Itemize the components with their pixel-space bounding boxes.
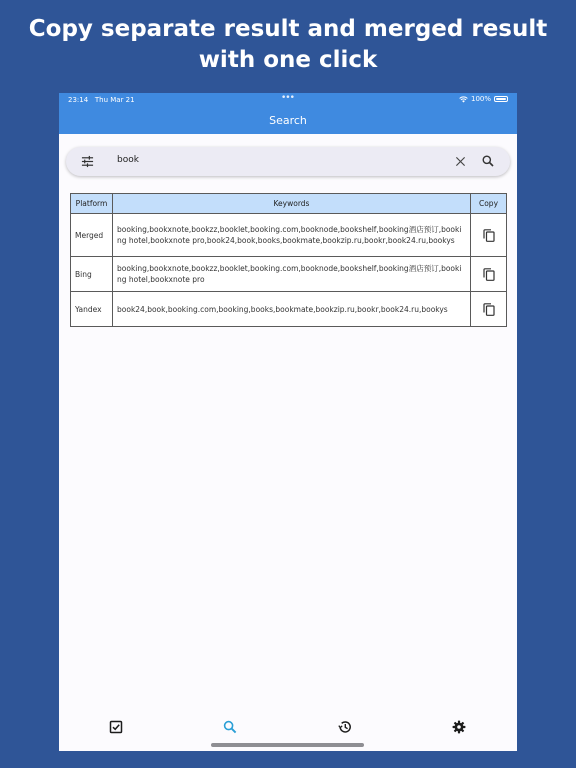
platform-cell: Merged (71, 214, 113, 257)
search-icon[interactable] (223, 720, 237, 734)
copy-icon[interactable] (483, 229, 495, 242)
multitasking-dots[interactable]: ••• (281, 93, 294, 103)
results-table (70, 193, 507, 327)
status-time: 23:14 Thu Mar 21 (68, 96, 135, 104)
platform-cell: Yandex (71, 292, 113, 327)
app-bar (59, 93, 517, 134)
table-row (71, 292, 507, 327)
platform-cell: Bing (71, 257, 113, 292)
tune-icon[interactable] (81, 155, 94, 168)
settings-icon[interactable] (452, 720, 466, 734)
battery-icon (494, 96, 508, 102)
keywords-cell: book24,book,booking.com,booking,books,bookmate,bookzip.ru,bookr,book24.ru,bookys (113, 292, 471, 327)
keywords-cell: booking,bookxnote,bookzz,booklet,booking.com,booknode,bookshelf,booking酒店预订,booking hotel,bookxnote pro (113, 257, 471, 292)
copy-cell (471, 292, 507, 327)
table-row (71, 214, 507, 257)
battery-percentage: 100% (470, 95, 491, 103)
header-copy: Copy (471, 194, 507, 214)
copy-cell (471, 257, 507, 292)
promo-headline-line1: Copy separate result and merged result (28, 16, 548, 42)
home-indicator[interactable] (211, 743, 364, 747)
copy-icon[interactable] (483, 303, 495, 316)
checkbox-icon[interactable] (109, 720, 123, 734)
close-icon[interactable] (455, 156, 466, 167)
keywords-cell: booking,bookxnote,bookzz,booklet,booking.com,booknode,bookshelf,booking酒店预订,booking hotel,bookxnote pro,book24,book,books,bookmate,bookzip.ru,bookr,book24.ru,bookys (113, 214, 471, 257)
copy-cell (471, 214, 507, 257)
table-header-row (71, 194, 507, 214)
page-title: Search (269, 114, 307, 127)
table-row (71, 257, 507, 292)
wifi-icon (459, 96, 468, 103)
promo-headline-line2: with one click (198, 47, 378, 73)
search-icon[interactable] (482, 155, 494, 167)
device-screen (59, 93, 517, 751)
status-right (459, 95, 508, 103)
search-bar[interactable] (66, 147, 510, 176)
status-date: Thu Mar 21 (94, 96, 135, 104)
copy-icon[interactable] (483, 268, 495, 281)
history-icon[interactable] (338, 720, 352, 734)
promo-headline (0, 14, 576, 76)
header-platform: Platform (71, 194, 113, 214)
search-input[interactable] (117, 155, 437, 165)
header-keywords: Keywords (113, 194, 471, 214)
